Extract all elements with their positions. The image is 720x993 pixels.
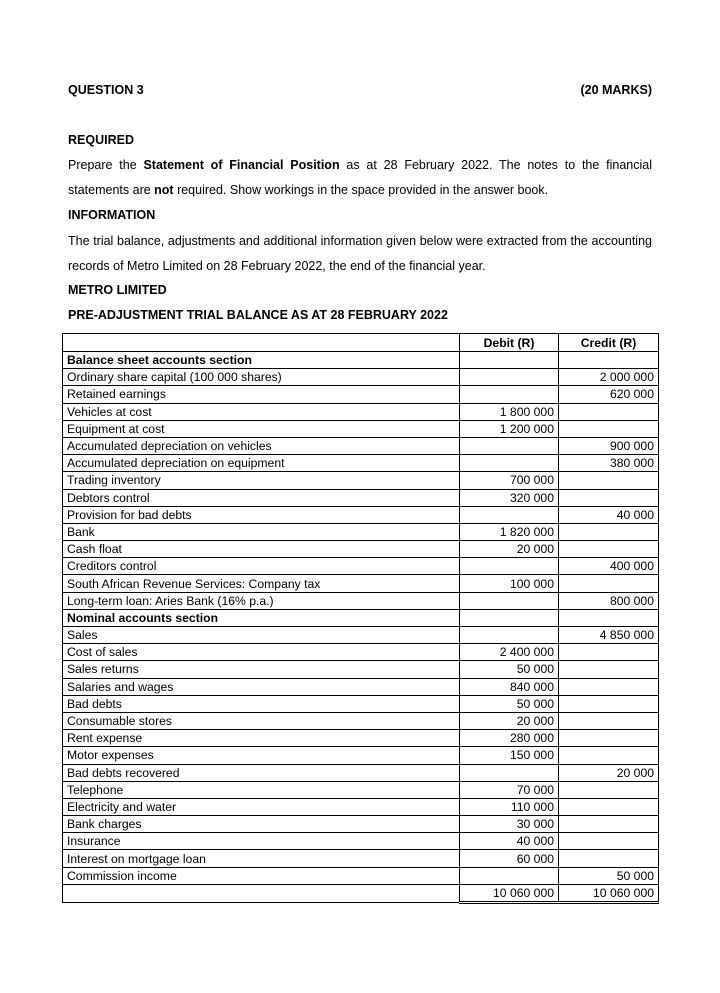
credit-cell (559, 833, 659, 850)
debit-cell: 1 820 000 (460, 523, 559, 540)
account-name: Sales (63, 627, 460, 644)
credit-cell: 2 000 000 (559, 369, 659, 386)
credit-cell (559, 609, 659, 626)
debit-cell (460, 455, 559, 472)
debit-cell: 150 000 (460, 747, 559, 764)
debit-cell: 110 000 (460, 798, 559, 815)
credit-cell (559, 850, 659, 867)
total-row (63, 884, 659, 902)
company-name: METRO LIMITED (68, 283, 167, 297)
debit-cell: 50 000 (460, 661, 559, 678)
credit-cell: 4 850 000 (559, 627, 659, 644)
information-heading: INFORMATION (68, 208, 156, 222)
debit-cell: 1 800 000 (460, 403, 559, 420)
header-credit: Credit (R) (559, 334, 659, 352)
credit-cell (559, 712, 659, 729)
account-name: Insurance (63, 833, 460, 850)
table-row (63, 506, 659, 523)
trial-balance-table (62, 333, 659, 904)
debit-cell (460, 609, 559, 626)
question-header (68, 83, 652, 97)
table-row (63, 455, 659, 472)
account-name: Cost of sales (63, 644, 460, 661)
credit-cell (559, 352, 659, 369)
debit-cell (460, 627, 559, 644)
table-row (63, 523, 659, 540)
account-name: Consumable stores (63, 712, 460, 729)
account-name: Trading inventory (63, 472, 460, 489)
section-row (63, 352, 659, 369)
account-name: Equipment at cost (63, 420, 460, 437)
account-name: Ordinary share capital (100 000 shares) (63, 369, 460, 386)
table-row (63, 472, 659, 489)
debit-cell: 20 000 (460, 541, 559, 558)
debit-cell: 60 000 (460, 850, 559, 867)
table-title: PRE-ADJUSTMENT TRIAL BALANCE AS AT 28 FEBRUARY 2022 (68, 308, 448, 322)
table-row (63, 798, 659, 815)
table-row (63, 781, 659, 798)
account-name: Salaries and wages (63, 678, 460, 695)
table-row (63, 403, 659, 420)
table-row (63, 747, 659, 764)
debit-cell: 320 000 (460, 489, 559, 506)
account-name: Vehicles at cost (63, 403, 460, 420)
account-name: Accumulated depreciation on equipment (63, 455, 460, 472)
table-row (63, 850, 659, 867)
credit-cell: 400 000 (559, 558, 659, 575)
debit-cell (460, 506, 559, 523)
credit-cell (559, 661, 659, 678)
credit-cell (559, 747, 659, 764)
total-label-blank (63, 884, 460, 902)
account-name: Provision for bad debts (63, 506, 460, 523)
credit-cell (559, 541, 659, 558)
required-text: Prepare the Statement of Financial Position as at 28 February 2022. The notes to the financial statements are not required. Show workings in the space provided in the answer book. (68, 158, 652, 197)
account-name: Cash float (63, 541, 460, 558)
section-label: Nominal accounts section (63, 609, 460, 626)
account-name: Debtors control (63, 489, 460, 506)
account-name: Electricity and water (63, 798, 460, 815)
credit-cell (559, 420, 659, 437)
debit-cell: 100 000 (460, 575, 559, 592)
header-debit: Debit (R) (460, 334, 559, 352)
debit-cell (460, 592, 559, 609)
account-name: Bad debts recovered (63, 764, 460, 781)
table-row (63, 644, 659, 661)
credit-cell (559, 816, 659, 833)
table-row (63, 627, 659, 644)
account-name: South African Revenue Services: Company tax (63, 575, 460, 592)
debit-cell: 20 000 (460, 712, 559, 729)
section-row (63, 609, 659, 626)
debit-cell: 50 000 (460, 695, 559, 712)
table-row (63, 816, 659, 833)
table-row (63, 661, 659, 678)
debit-cell (460, 437, 559, 454)
credit-cell: 900 000 (559, 437, 659, 454)
account-name: Accumulated depreciation on vehicles (63, 437, 460, 454)
credit-cell (559, 403, 659, 420)
account-name: Sales returns (63, 661, 460, 678)
table-row (63, 541, 659, 558)
debit-cell: 840 000 (460, 678, 559, 695)
total-credit: 10 060 000 (559, 884, 659, 902)
account-name: Telephone (63, 781, 460, 798)
credit-cell: 800 000 (559, 592, 659, 609)
header-blank (63, 334, 460, 352)
table-row (63, 386, 659, 403)
credit-cell (559, 575, 659, 592)
table-row (63, 437, 659, 454)
credit-cell: 20 000 (559, 764, 659, 781)
credit-cell (559, 523, 659, 540)
account-name: Creditors control (63, 558, 460, 575)
debit-cell (460, 386, 559, 403)
account-name: Long-term loan: Aries Bank (16% p.a.) (63, 592, 460, 609)
table-row (63, 558, 659, 575)
table-row (63, 592, 659, 609)
account-name: Motor expenses (63, 747, 460, 764)
table-row (63, 575, 659, 592)
credit-cell: 50 000 (559, 867, 659, 884)
table-row (63, 712, 659, 729)
credit-cell (559, 489, 659, 506)
credit-cell: 620 000 (559, 386, 659, 403)
debit-cell (460, 558, 559, 575)
table-row (63, 489, 659, 506)
debit-cell: 40 000 (460, 833, 559, 850)
debit-cell: 700 000 (460, 472, 559, 489)
credit-cell (559, 781, 659, 798)
credit-cell: 380 000 (559, 455, 659, 472)
credit-cell (559, 678, 659, 695)
credit-cell: 40 000 (559, 506, 659, 523)
debit-cell: 2 400 000 (460, 644, 559, 661)
table-row (63, 833, 659, 850)
table-row (63, 420, 659, 437)
account-name: Bank (63, 523, 460, 540)
table-row (63, 764, 659, 781)
credit-cell (559, 472, 659, 489)
table-row (63, 867, 659, 884)
section-label: Balance sheet accounts section (63, 352, 460, 369)
account-name: Commission income (63, 867, 460, 884)
table-row (63, 369, 659, 386)
credit-cell (559, 644, 659, 661)
debit-cell (460, 867, 559, 884)
credit-cell (559, 730, 659, 747)
account-name: Bank charges (63, 816, 460, 833)
debit-cell (460, 369, 559, 386)
debit-cell (460, 764, 559, 781)
total-debit: 10 060 000 (460, 884, 559, 902)
debit-cell: 280 000 (460, 730, 559, 747)
question-number: QUESTION 3 (68, 83, 144, 97)
account-name: Rent expense (63, 730, 460, 747)
debit-cell: 70 000 (460, 781, 559, 798)
table-row (63, 730, 659, 747)
account-name: Interest on mortgage loan (63, 850, 460, 867)
account-name: Retained earnings (63, 386, 460, 403)
debit-cell: 30 000 (460, 816, 559, 833)
credit-cell (559, 798, 659, 815)
debit-cell: 1 200 000 (460, 420, 559, 437)
table-header-row (63, 334, 659, 352)
required-heading: REQUIRED (68, 133, 134, 147)
debit-cell (460, 352, 559, 369)
credit-cell (559, 695, 659, 712)
account-name: Bad debts (63, 695, 460, 712)
question-marks: (20 MARKS) (580, 83, 652, 97)
table-row (63, 695, 659, 712)
table-row (63, 678, 659, 695)
information-text: The trial balance, adjustments and additional information given below were extracted from the accounting records of Metro Limited on 28 February 2022, the end of the financial year. (68, 234, 652, 273)
